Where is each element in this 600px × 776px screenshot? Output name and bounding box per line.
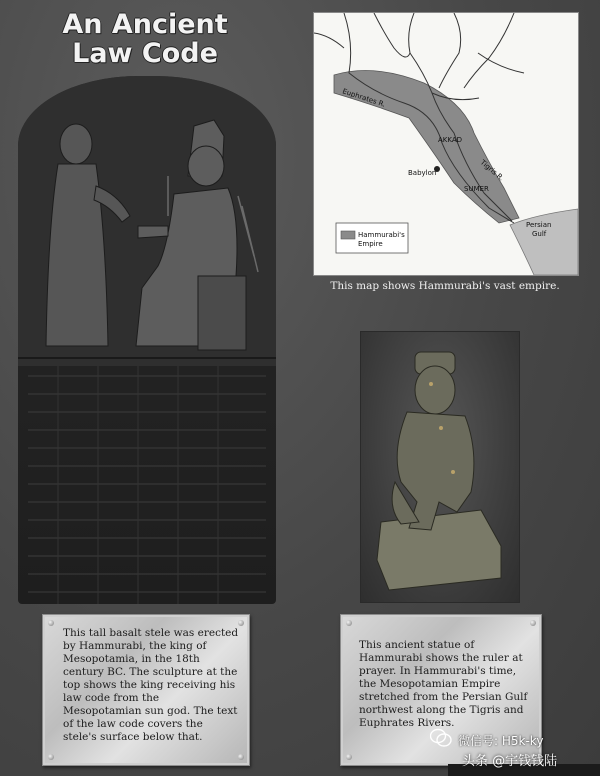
legend-label-1: Hammurabi's xyxy=(358,231,405,239)
label-sumer: SUMER xyxy=(464,185,489,193)
stele-photo xyxy=(18,76,276,604)
wechat-icon xyxy=(430,728,452,748)
label-euphrates: Euphrates R. xyxy=(341,87,387,109)
title-line-2: Law Code xyxy=(72,38,218,69)
statue-base xyxy=(377,510,501,590)
page-title xyxy=(40,10,250,68)
statue-photo xyxy=(360,331,520,603)
map-legend xyxy=(336,223,408,253)
statue-caption-text: This ancient statue of Hammurabi shows the ruler at prayer. In Hammurabi's time, the Mesopotamian Empire stretched from the Persian Gulf northwest along the Tigris and Euphrates Rivers. xyxy=(359,639,528,729)
label-babylon: Babylon xyxy=(408,169,437,177)
label-persian-gulf-1: Persian xyxy=(526,221,552,229)
label-akkad: AKKAD xyxy=(438,136,463,144)
screw-icon xyxy=(238,754,244,760)
legend-label-2: Empire xyxy=(358,240,383,248)
screw-icon xyxy=(48,620,54,626)
footer-watermark: 头条 @宇钱钱陆 xyxy=(462,754,558,769)
title-line-1: An Ancient xyxy=(62,9,228,40)
watermark-text: 微信号: H5k-ky xyxy=(458,734,544,748)
label-tigris: Tigris R. xyxy=(478,158,506,183)
screw-icon xyxy=(346,754,352,760)
persian-gulf-water xyxy=(510,209,578,275)
screw-icon xyxy=(346,620,352,626)
map-caption: This map shows Hammurabi's vast empire. xyxy=(330,280,560,292)
screw-icon xyxy=(530,620,536,626)
screw-icon xyxy=(48,754,54,760)
empire-map xyxy=(313,12,579,276)
stele-caption-text: This tall basalt stele was erected by Hammurabi, the king of Mesopotamia, in the 18th century BC. The sculpture at the top shows the king receiving his law code from the Mesopotamian sun god. The text of the law code covers the stele's surface below that. xyxy=(63,627,239,743)
screw-icon xyxy=(238,620,244,626)
label-persian-gulf-2: Gulf xyxy=(532,230,547,238)
stele-caption-plaque xyxy=(42,614,250,766)
